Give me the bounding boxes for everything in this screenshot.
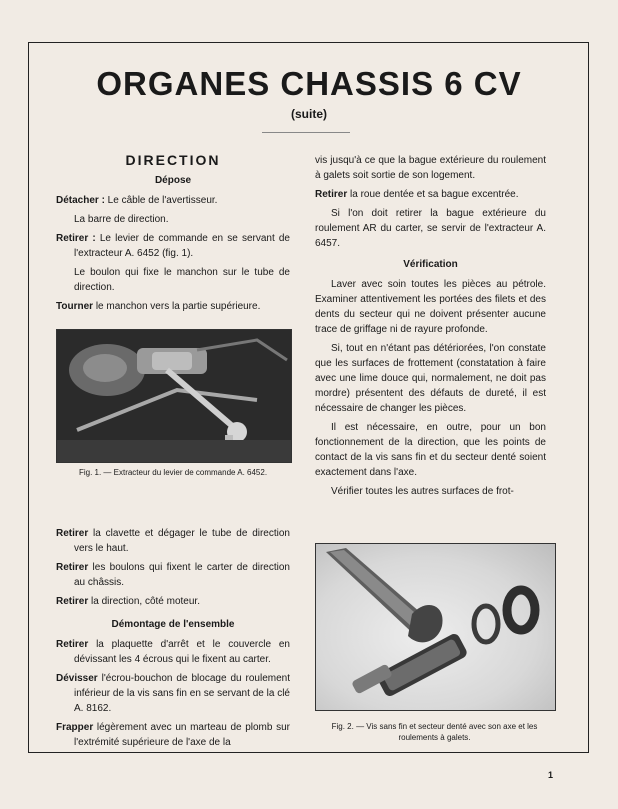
title-divider (262, 132, 350, 133)
paragraph: Retirer la clavette et dégager le tube de direction vers le haut. (56, 528, 290, 554)
page-title: ORGANES CHASSIS 6 CV (96, 65, 522, 102)
paragraph: La barre de direction. (74, 214, 169, 225)
paragraph: Il est nécessaire, en outre, pour un bon fonctionnement de la direction, que les points de contact de la vis sans fin et du secteur denté soient exactement dans l'axe. (315, 422, 546, 478)
paragraph: Retirer la plaquette d'arrêt et le couvercle en dévissant les 4 écrous qui le fixent au carter. (56, 639, 290, 665)
figure-2-photo (315, 543, 556, 711)
paragraph: Si l'on doit retirer la bague extérieure du roulement AR du carter, se servir de l'extracteur A. 6457. (315, 208, 546, 249)
paragraph: Si, tout en n'étant pas détériorées, l'on constate que les surfaces de frottement (constatation à faire avec une lime douce qui, normalement, ne doit pas mordre) présentent des défauts de dureté, il est nécessaire de changer les pièces. (315, 343, 546, 414)
figure-1-caption: Fig. 1. — Extracteur du levier de commande A. 6452. (78, 468, 268, 477)
figure-2-caption: Fig. 2. — Vis sans fin et secteur denté avec son axe et les roulements à galets. (331, 722, 538, 742)
paragraph: Laver avec soin toutes les pièces au pétrole. Examiner attentivement les portées des filets et des dents du secteur qui ne doivent présenter aucune trace de griffage ni de rayure profonde. (315, 279, 546, 335)
figure-1-photo (56, 329, 292, 463)
subheading-depose: Dépose (154, 175, 192, 186)
paragraph: Tourner le manchon vers la partie supérieure. (56, 301, 261, 312)
paragraph: Retirer la roue dentée et sa bague excentrée. (315, 189, 519, 200)
figure-1-illustration (57, 330, 291, 462)
paragraph: Frapper légèrement avec un marteau de plomb sur l'extrémité supérieure de l'axe de la (56, 722, 290, 748)
section-heading-direction: DIRECTION (125, 152, 221, 168)
paragraph: Retirer : Le levier de commande en se servant de l'extracteur A. 6452 (fig. 1). (56, 233, 290, 259)
page-subtitle: (suite) (291, 107, 327, 121)
figure-2-illustration (316, 544, 555, 710)
paragraph: Retirer la direction, côté moteur. (56, 596, 200, 607)
right-column (315, 153, 546, 503)
subheading-demontage: Démontage de l'ensemble (111, 619, 235, 630)
paragraph: Détacher : Le câble de l'avertisseur. (56, 195, 218, 206)
paragraph: Dévisser l'écrou-bouchon de blocage du roulement inférieur de la vis sans fin en se servant de la clé A. 8162. (56, 673, 290, 714)
paragraph: Vérifier toutes les autres surfaces de frot- (331, 486, 514, 497)
page-number: 1 (548, 770, 554, 780)
paragraph: vis jusqu'à ce que la bague extérieure du roulement à galets soit sortie de son logement. (315, 155, 546, 181)
paragraph: Retirer les boulons qui fixent le carter de direction au châssis. (56, 562, 290, 588)
paragraph: Le boulon qui fixe le manchon sur le tube de direction. (74, 267, 290, 293)
subheading-verification: Vérification (403, 259, 458, 270)
